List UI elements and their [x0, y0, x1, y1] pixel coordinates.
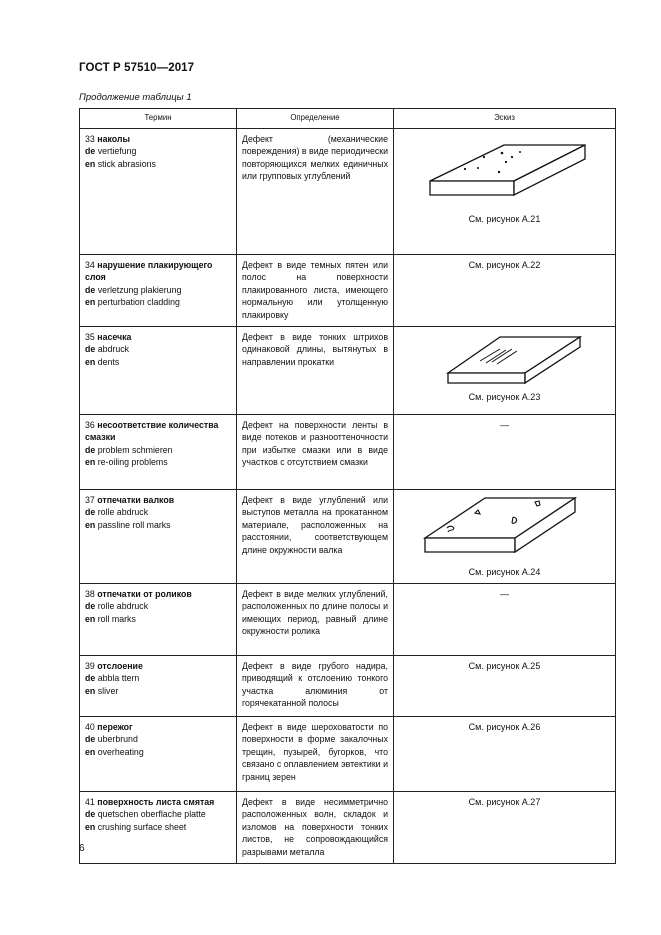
- term-en: crushing surface sheet: [97, 821, 187, 832]
- sketch-cell: [394, 489, 616, 583]
- lang-de-label: de: [85, 673, 96, 684]
- term-number: 33: [85, 133, 95, 144]
- lang-de-label: de: [85, 444, 96, 455]
- term-de: rolle abdruck: [97, 507, 149, 518]
- table-row: [80, 128, 616, 254]
- term-cell: [80, 583, 237, 655]
- figure-reference: См. рисунок А.27: [468, 796, 541, 807]
- term-number: 39: [85, 660, 95, 671]
- term-en: stick abrasions: [97, 158, 156, 169]
- lang-de-label: de: [85, 146, 96, 157]
- term-number: 40: [85, 721, 95, 732]
- lang-en-label: en: [85, 457, 96, 468]
- plate-roll-marks-icon: [417, 494, 592, 564]
- term-cell: [80, 326, 237, 414]
- sketch-cell: [394, 655, 616, 716]
- sketch-cell: [394, 326, 616, 414]
- term-en: re-oiling problems: [97, 457, 168, 468]
- term-en: roll marks: [97, 613, 136, 624]
- figure-reference: —: [500, 588, 509, 599]
- table-row: [80, 716, 616, 791]
- term-number: 38: [85, 588, 95, 599]
- term-ru: наколы: [97, 133, 130, 144]
- term-number: 35: [85, 331, 95, 342]
- column-header-definition: Определение: [237, 109, 394, 129]
- figure-reference: См. рисунок А.21: [468, 213, 541, 224]
- sketch-cell: [394, 254, 616, 326]
- lang-de-label: de: [85, 601, 96, 612]
- term-en: passline roll marks: [97, 519, 171, 530]
- term-ru: отпечатки валков: [97, 494, 175, 505]
- definition-cell: Дефект в виде шероховатости по поверхности в форме закалочных трещин, пузырей, бугорков, что связано с оплавлением эвтектики и границ зерен: [237, 716, 394, 791]
- term-number: 37: [85, 494, 95, 505]
- term-en: perturbation cladding: [97, 297, 180, 308]
- table-row: [80, 326, 616, 414]
- term-number: 41: [85, 796, 95, 807]
- lang-de-label: de: [85, 507, 96, 518]
- definition-cell: Дефект (механические повреждения) в виде периодически повторяющихся мелких единичных или групповых углублений: [237, 128, 394, 254]
- lang-en-label: en: [85, 297, 96, 308]
- definition-cell: Дефект в виде грубого надира, приводящий к отслоению тонкого участка алюминия от горячекатанной полосы: [237, 655, 394, 716]
- table-caption: Продолжение таблицы 1: [79, 92, 192, 103]
- term-de: abbla ttern: [97, 673, 140, 684]
- lang-en-label: en: [85, 821, 96, 832]
- term-ru: поверхность листа смятая: [97, 796, 215, 807]
- term-number: 34: [85, 259, 95, 270]
- term-number: 36: [85, 419, 95, 430]
- figure-reference: —: [500, 419, 509, 430]
- term-cell: [80, 655, 237, 716]
- term-de: verletzung plakierung: [97, 284, 182, 295]
- definition-cell: Дефект в виде несимметрично расположенных волн, складок и изломов на поверхности тонких листов, не сопровождающийся разрывами металла: [237, 791, 394, 863]
- term-ru: пережог: [97, 721, 133, 732]
- lang-en-label: en: [85, 746, 96, 757]
- term-en: overheating: [97, 746, 144, 757]
- table-row: [80, 489, 616, 583]
- sketch-cell: [394, 583, 616, 655]
- plate-dents-icon: [420, 331, 590, 389]
- table-header-row: [80, 109, 616, 129]
- plate-stick-abrasions-icon: [420, 133, 590, 211]
- document-header: ГОСТ Р 57510—2017: [79, 62, 195, 74]
- lang-de-label: de: [85, 344, 96, 355]
- sketch-cell: [394, 716, 616, 791]
- lang-en-label: en: [85, 356, 96, 367]
- term-ru: нарушение плакирующего слоя: [85, 259, 213, 283]
- figure-reference: См. рисунок А.26: [468, 721, 541, 732]
- term-cell: [80, 128, 237, 254]
- page-number: 6: [79, 843, 85, 854]
- lang-en-label: en: [85, 613, 96, 624]
- terms-table: [79, 108, 616, 864]
- term-cell: [80, 254, 237, 326]
- lang-en-label: en: [85, 685, 96, 696]
- term-de: problem schmieren: [97, 444, 173, 455]
- figure-reference: См. рисунок А.24: [468, 566, 541, 577]
- sketch-cell: [394, 414, 616, 489]
- table-row: [80, 583, 616, 655]
- lang-de-label: de: [85, 809, 96, 820]
- term-ru: отпечатки от роликов: [97, 588, 192, 599]
- term-ru: отслоение: [97, 660, 143, 671]
- term-de: vertiefung: [97, 146, 137, 157]
- column-header-term: Термин: [80, 109, 237, 129]
- term-en: dents: [97, 356, 120, 367]
- table-row: [80, 414, 616, 489]
- term-cell: [80, 791, 237, 863]
- sketch-cell: [394, 791, 616, 863]
- figure-reference: См. рисунок А.25: [468, 660, 541, 671]
- term-en: sliver: [97, 685, 119, 696]
- definition-cell: Дефект в виде темных пятен или полос на поверхности плакированного листа, имеющего нормальную или утолщенную плакировку: [237, 254, 394, 326]
- column-header-sketch: Эскиз: [394, 109, 616, 129]
- term-cell: [80, 414, 237, 489]
- definition-cell: Дефект в виде тонких штрихов одинаковой длины, вытянутых в направлении прокатки: [237, 326, 394, 414]
- sketch-cell: [394, 128, 616, 254]
- table-row: [80, 791, 616, 863]
- lang-en-label: en: [85, 158, 96, 169]
- term-cell: [80, 489, 237, 583]
- term-cell: [80, 716, 237, 791]
- definition-cell: Дефект в виде мелких углублений, расположенных по длине полосы и имеющих период, равный длине окружности ролика: [237, 583, 394, 655]
- term-de: rolle abdruck: [97, 601, 149, 612]
- term-de: uberbrund: [97, 734, 138, 745]
- table-row: [80, 655, 616, 716]
- figure-reference: См. рисунок А.23: [468, 391, 541, 402]
- definition-cell: Дефект в виде углублений или выступов металла на прокатанном материале, расположенных на расстоянии, соответствующем длине окружности валка: [237, 489, 394, 583]
- definition-cell: Дефект на поверхности ленты в виде потеков и разнооттеночности при избытке смазки или в виде участков с отсутствием смазки: [237, 414, 394, 489]
- lang-de-label: de: [85, 734, 96, 745]
- term-de: abdruck: [97, 344, 130, 355]
- term-de: quetschen oberflache platte: [97, 809, 206, 820]
- term-ru: несоответствие количества смазки: [85, 419, 219, 443]
- term-ru: насечка: [97, 331, 132, 342]
- figure-reference: См. рисунок А.22: [468, 259, 541, 270]
- table-row: [80, 254, 616, 326]
- lang-de-label: de: [85, 284, 96, 295]
- lang-en-label: en: [85, 519, 96, 530]
